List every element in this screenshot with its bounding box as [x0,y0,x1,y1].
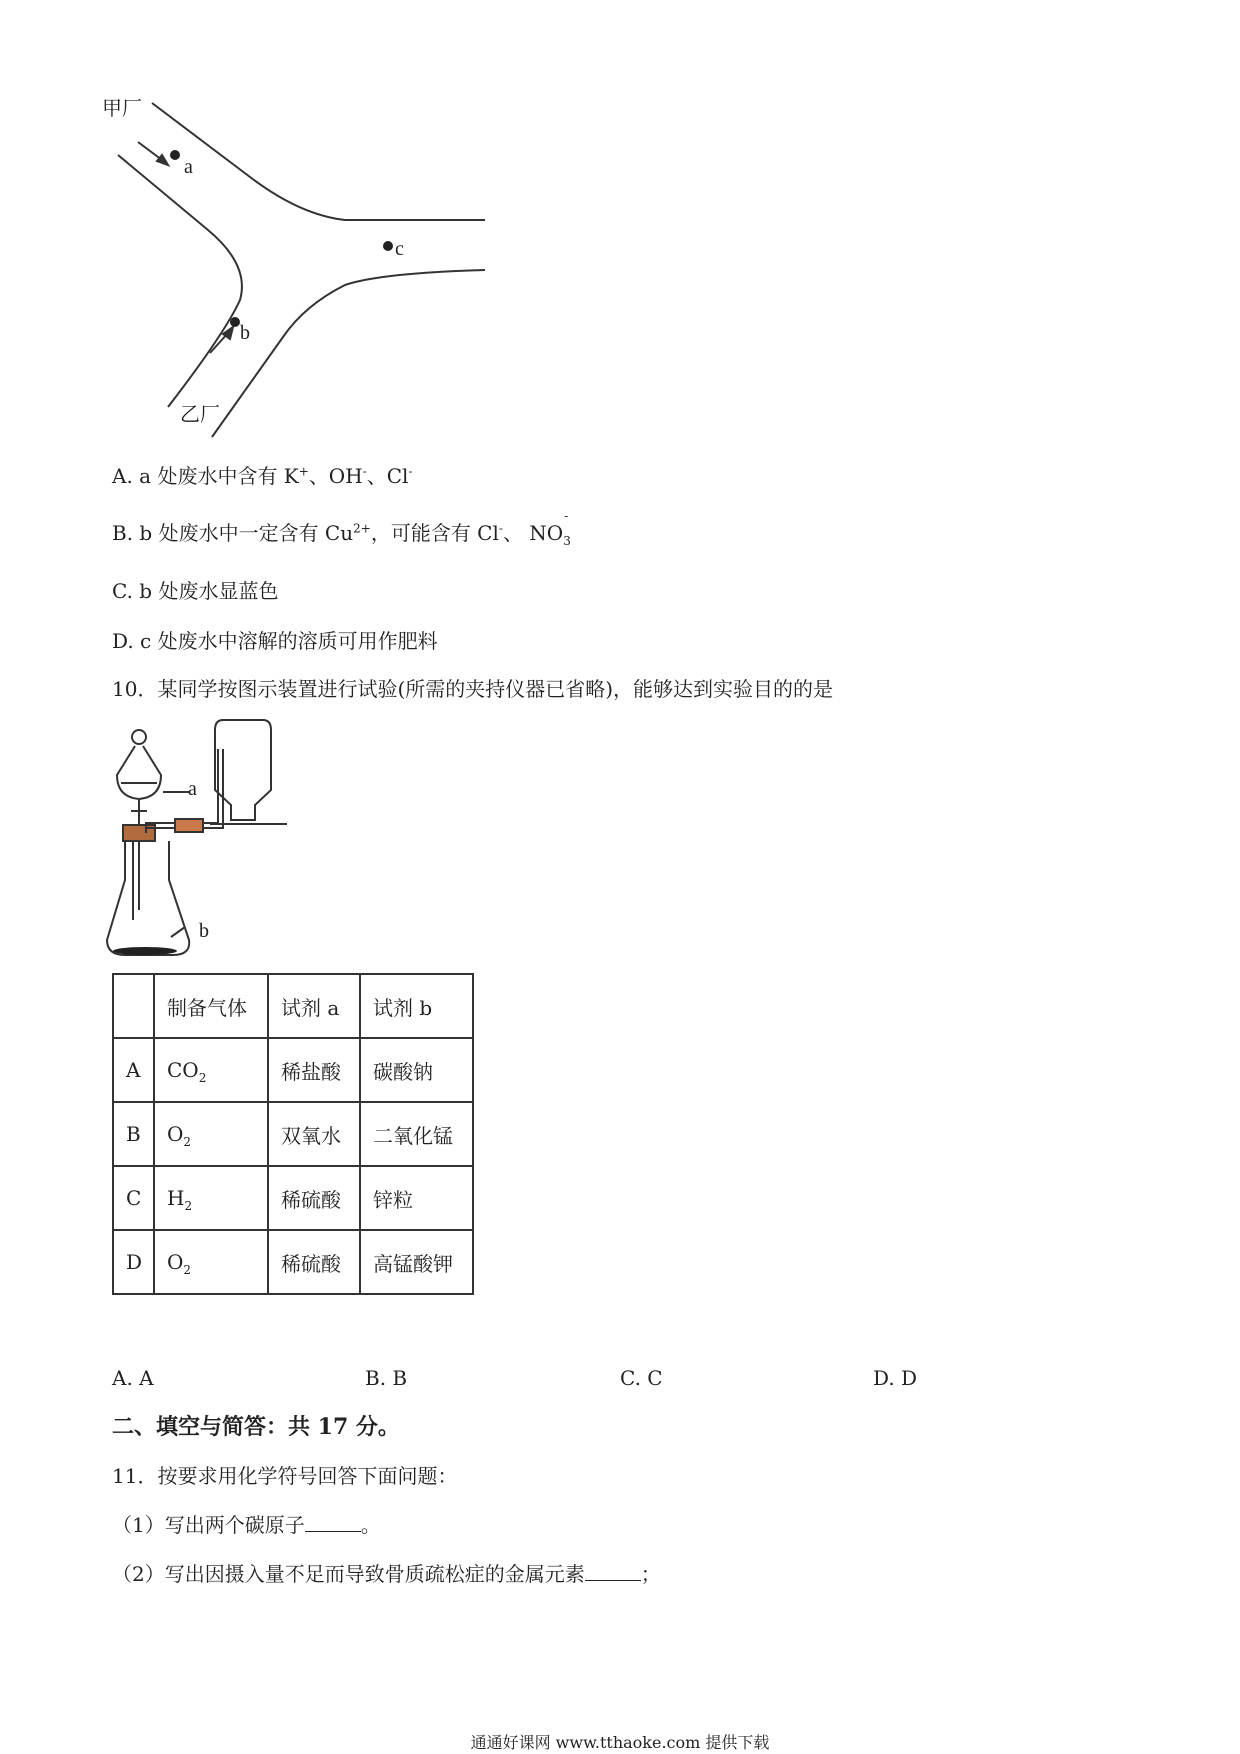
q10-choice-a: A. A [112,1366,154,1390]
apparatus-label-a: a [188,778,197,800]
q9-option-c: C. b 处废水显蓝色 [112,579,279,603]
table-row [113,1102,473,1166]
table-header-row [113,974,473,1038]
point-a-dot [170,150,180,160]
q10-choice-d: D. D [873,1366,918,1390]
row-reagent-b: 锌粒 [360,1166,473,1230]
row-gas: $O_2$ [154,1230,268,1294]
section-2-title: 二、填空与简答：共 17 分。 [112,1414,400,1440]
flow-arrow-a [138,142,162,160]
q9-option-a: A. a 处废水中含有 K+、OH-、Cl- [112,464,413,488]
q11-sub2: （2）写出因摄入量不足而导致骨质疏松症的金属元素 ； [112,1562,661,1586]
row-reagent-a: 稀硫酸 [268,1166,360,1230]
factory-a-label: 甲厂 [102,98,142,120]
row-reagent-a: 稀硫酸 [268,1230,360,1294]
point-c-dot [383,241,393,251]
answer-blank[interactable] [305,1513,361,1532]
factory-b-label: 乙厂 [180,404,220,426]
q11-stem: 11．按要求用化学符号回答下面问题： [112,1464,458,1488]
row-gas: $CO_2$ [154,1038,268,1102]
conical-flask [107,841,189,955]
table-row [113,1038,473,1102]
apparatus-label-b: b [199,920,209,942]
row-key: D [113,1230,154,1294]
row-key: B [113,1102,154,1166]
q11-sub1: （1）写出两个碳原子 。 [112,1513,381,1537]
q10-table [112,973,474,1295]
river-bank-upper [152,103,485,220]
q10-choice-b: B. B [365,1366,408,1390]
river-bank-lower [212,270,485,437]
solid-reagent [113,947,177,955]
table-row [113,1166,473,1230]
table-header-cell [113,974,154,1038]
page-footer: 通通好课网 www.tthaoke.com 提供下载 [470,1733,770,1752]
row-gas: $H_2$ [154,1166,268,1230]
row-reagent-a: 双氧水 [268,1102,360,1166]
point-a-label: a [184,156,193,178]
row-reagent-a: 稀盐酸 [268,1038,360,1102]
table-header-cell: 制备气体 [154,974,268,1038]
point-b-label: b [240,322,250,344]
separating-funnel [117,746,161,799]
point-c-label: c [395,238,404,260]
row-key: C [113,1166,154,1230]
river-bank-left [118,155,242,407]
answer-blank[interactable] [585,1562,641,1581]
q9-option-b: B. b 处废水中一定含有 $Cu^{2+}$，可能含有 Cl-、 NO - $_3$ [112,509,571,548]
table-header-cell: 试剂 a [268,974,360,1038]
row-gas: $O_2$ [154,1102,268,1166]
row-reagent-b: 二氧化锰 [360,1102,473,1166]
table-row [113,1230,473,1294]
q10-choice-c: C. C [620,1366,663,1390]
row-reagent-b: 高锰酸钾 [360,1230,473,1294]
table-header-cell: 试剂 b [360,974,473,1038]
q9-option-d: D. c 处废水中溶解的溶质可用作肥料 [112,629,438,653]
row-reagent-b: 碳酸钠 [360,1038,473,1102]
q10-stem: 10．某同学按图示装置进行试验(所需的夹持仪器已省略)，能够达到实验目的的是 [112,677,834,701]
point-b-dot [230,317,240,327]
row-key: A [113,1038,154,1102]
river-diagram [100,95,500,440]
